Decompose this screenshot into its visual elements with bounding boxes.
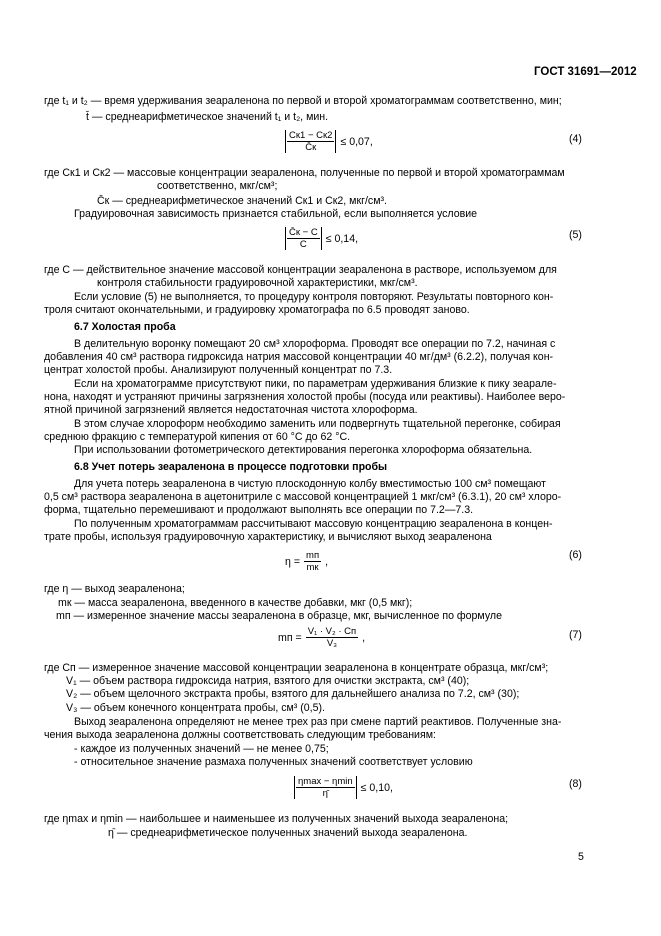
text-line: ятной причиной загрязнений является недостаточная чистота хлороформа. xyxy=(44,404,418,416)
text-line: Для учета потерь зеараленона в чистую плоскодонную колбу вместимостью 100 см³ помещают xyxy=(74,478,546,490)
text-line: соответственно, мкг/см³; xyxy=(157,180,278,192)
text-line: где Cп — измеренное значение массовой концентрации зеараленона в концентрате образца, мкг/см³; xyxy=(44,662,549,674)
fraction: $\frac{C̄к - C}{C}$ xyxy=(285,227,322,250)
text-line: В делительную воронку помещают 20 см³ хлороформа. Проводят все операции по 7.2, начиная с xyxy=(74,338,556,350)
equation-number: (6) xyxy=(569,549,582,561)
text-line: C̄к — среднеарифметическое значений Cк1 и Cк2, мкг/см³. xyxy=(97,195,387,207)
text-line: контроля стабильности градуировочной характеристики, мкг/см³. xyxy=(97,277,418,289)
section-heading: 6.7 Холостая проба xyxy=(74,321,176,333)
text-line: центрат холостой пробы. Анализируют полученный концентрат по 7.3. xyxy=(44,364,393,376)
text-line: η̄ — среднеарифметическое полученных значений выхода зеараленона. xyxy=(108,827,468,839)
section-heading: 6.8 Учет потерь зеараленона в процессе подготовки пробы xyxy=(74,461,388,473)
text-line: среднюю фракцию с температурой кипения от 60 °С до 62 °С. xyxy=(44,431,351,443)
text-line: V₁ — объем раствора гидроксида натрия, взятого для очистки экстракта, см³ (40); xyxy=(66,675,470,687)
text-line: Если на хроматограмме присутствуют пики, по параметрам удерживания близкие к пику зеарале- xyxy=(74,378,557,390)
text-line: V₂ — объем щелочного экстракта пробы, взятого для дальнейшего анализа по 7.2, см³ (30); xyxy=(66,688,520,700)
text-line: V₃ — объем конечного концентрата пробы, см³ (0,5). xyxy=(66,702,325,714)
list-item: - относительное значение размаха полученных значений соответствует условию xyxy=(74,756,473,768)
formula-6: η = $\frac{mп}{mк}$ , xyxy=(285,550,329,573)
text-line: где t₁ и t₂ — время удерживания зеараленона по первой и второй хроматограммам соответственно, мин; xyxy=(44,95,562,107)
text-line: чения выхода зеараленона должны соответствовать следующим требованиям: xyxy=(44,729,436,741)
formula-7: mп = $\frac{\text{V₁ · V₂ · Cп}}{\text{V₃}}$ , xyxy=(278,626,366,649)
equation-number: (7) xyxy=(569,629,582,641)
text-line: t̄ — среднеарифметическое значений t₁ и t₂, мин. xyxy=(86,111,329,123)
text-line: mк — масса зеараленона, введенного в качестве добавки, мкг (0,5 мкг); xyxy=(58,597,413,609)
text-line: По полученным хроматограммам рассчитывают массовую концентрацию зеараленона в концен- xyxy=(74,518,553,530)
formula-4: $\frac{Cк1 - Cк2}{C̄к}$ ≤ 0,07, xyxy=(285,130,373,153)
text-line: где ηmax и ηmin — наибольшее и наименьшее из полученных значений выхода зеараленона; xyxy=(44,813,509,825)
text-line: трате пробы, используя градуировочную характеристику, и вычисляют выход зеараленона xyxy=(44,531,492,543)
equation-number: (4) xyxy=(569,133,582,145)
equation-number: (5) xyxy=(569,229,582,241)
text-line: В этом случае хлороформ необходимо заменить или подвергнуть тщательной перегонке, собирая xyxy=(74,418,561,430)
text-line: Выход зеараленона определяют не менее трех раз при смене партий реактивов. Полученные зна- xyxy=(74,716,562,728)
fraction: $\frac{Cк1 - Cк2}{C̄к}$ xyxy=(285,130,336,153)
equation-number: (8) xyxy=(569,778,582,790)
text-line: где Cк1 и Cк2 — массовые концентрации зеараленона, полученные по первой и второй хроматограммам xyxy=(44,167,565,179)
page-number: 5 xyxy=(578,851,584,863)
text-line: форма, тщательно перемешивают и продолжают выполнять все операции по 7.2—7.3. xyxy=(44,504,474,516)
text-line: добавления 40 см³ раствора гидроксида натрия массовой концентрации 40 мг/дм³ (6.2.2), получая кон- xyxy=(44,351,554,363)
text-line: При использовании фотометрического детектирования перегонка хлороформа обязательна. xyxy=(74,444,533,456)
fraction: $\frac{\eta\max - \eta\min}{\etā}$ xyxy=(294,776,357,799)
list-item: - каждое из полученных значений — не менее 0,75; xyxy=(74,743,329,755)
text-line: 0,5 см³ раствора зеараленона в ацетонитриле с массовой концентрацией 1 мкг/см³ (6.3.1), 20 см³ хлоро- xyxy=(44,491,562,503)
text-line: где η — выход зеараленона; xyxy=(44,583,185,595)
text-line: mп — измеренное значение массы зеараленона в образце, мкг, вычисленное по формуле xyxy=(56,610,502,622)
standard-number: ГОСТ 31691—2012 xyxy=(534,66,637,78)
text-line: Градуировочная зависимость признается стабильной, если выполняется условие xyxy=(74,208,478,220)
text-line: где C — действительное значение массовой концентрации зеараленона в растворе, используемом для xyxy=(44,264,557,276)
text-line: нона, находят и устраняют причины загрязнения холостой пробы (посуда или реактивы). Наиболее веро- xyxy=(44,391,566,403)
text-line: троля считают окончательными, и градуировку хроматографа по 6.5 проводят заново. xyxy=(44,304,470,316)
fraction: $\frac{mп}{mк}$ xyxy=(306,550,320,573)
formula-8: $\frac{\eta\max - \eta\min}{\etā}$ ≤ 0,10, xyxy=(294,776,393,799)
fraction: $\frac{\text{V₁ · V₂ · Cп}}{\text{V₃}}$ xyxy=(307,626,357,649)
formula-5: $\frac{C̄к - C}{C}$ ≤ 0,14, xyxy=(285,227,358,250)
text-line: Если условие (5) не выполняется, то процедуру контроля повторяют. Результаты повторного кон- xyxy=(74,291,554,303)
